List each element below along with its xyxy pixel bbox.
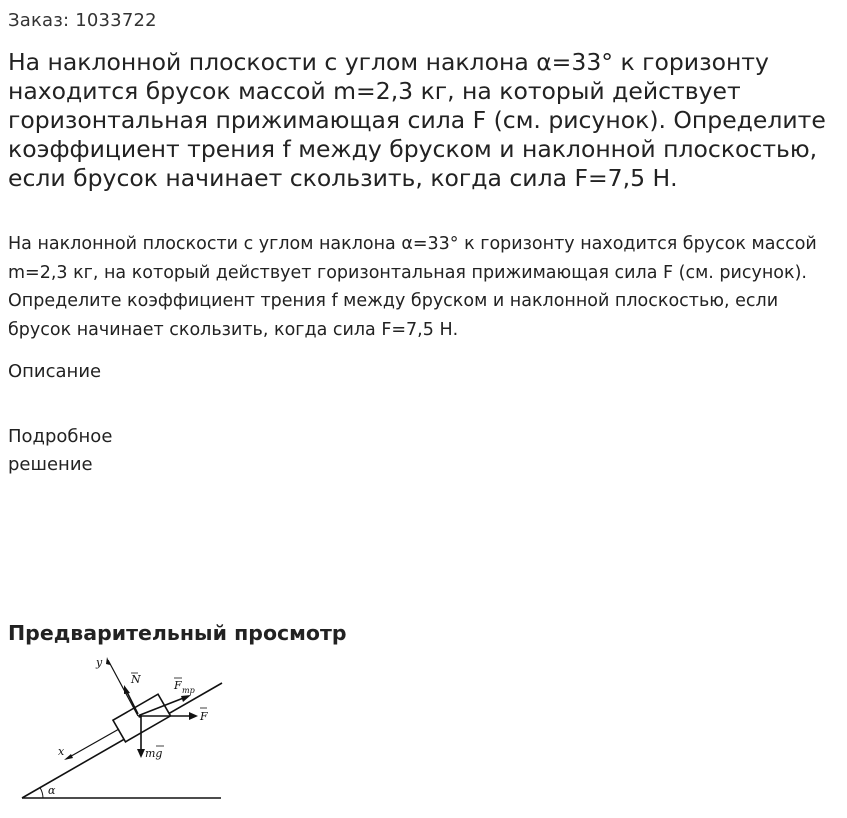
incline-line (22, 683, 222, 798)
alpha-label: α (48, 784, 56, 797)
n-label: N (131, 673, 141, 686)
tab-description[interactable]: Описание (8, 361, 102, 382)
f-label: F (200, 710, 208, 723)
preview-figure (14, 652, 234, 807)
x-axis (66, 729, 119, 759)
ftr-label: F (174, 679, 182, 692)
problem-text: На наклонной плоскости с углом наклона α=33° к горизонту находится брусок массой m=2,3 кг, на который действует горизонтальная прижимающая сила F (см. рисунок). Определите коэффициент трения f между бруском и наклонной плоскостью, если брусок начинает скользить, когда сила F=7,5 Н. (8, 234, 817, 340)
angle-arc (40, 788, 43, 798)
preview-heading: Предварительный просмотр (8, 621, 347, 645)
order-number: Заказ: 1033722 (8, 10, 157, 31)
ftr-sub-label: тр (182, 686, 195, 695)
tab-detailed-solution[interactable]: Подробное решение (8, 426, 113, 475)
mg-label: mg (145, 747, 163, 760)
y-label: y (96, 656, 103, 669)
incline-diagram (14, 652, 234, 807)
x-label: x (58, 745, 65, 758)
page-title: На наклонной плоскости с углом наклона α=33° к горизонту находится брусок массой m=2,3 кг, на который действует горизонтальная прижимающая сила F (см. рисунок). Определите коэффициент трения f между бруском и наклонной плоскостью, если брусок начинает скользить, когда сила F=7,5 Н. (8, 48, 826, 192)
y-axis (108, 660, 138, 716)
